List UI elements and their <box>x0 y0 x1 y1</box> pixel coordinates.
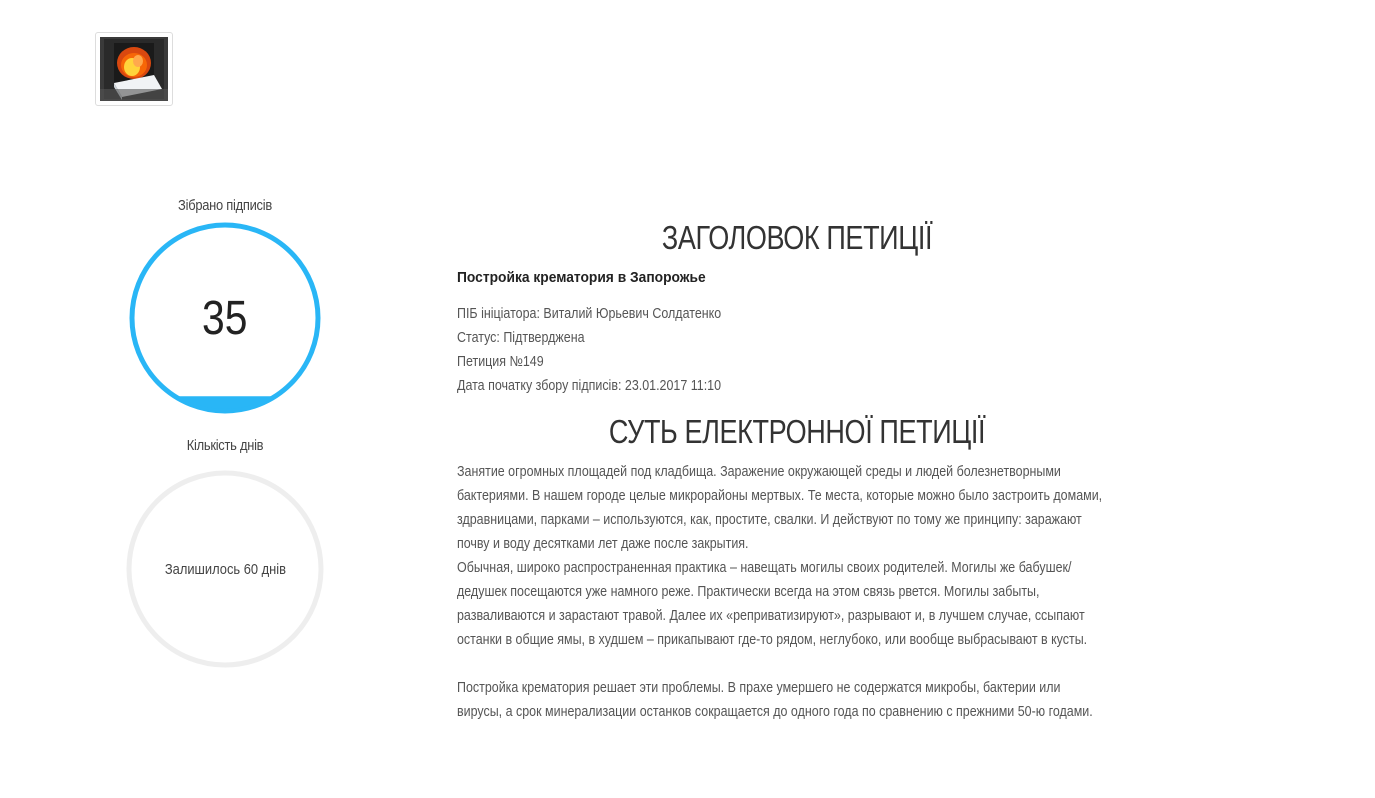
essence-line: останки в общие ямы, в худшем – прикапывают где-то рядом, неглубоко, или вообще выбрасывают в кусты. <box>457 632 1088 648</box>
essence-line: здравницами, парками – используются, как, простите, свалки. И действуют по тому же принципу: заражают <box>457 512 1082 528</box>
signatures-progress-circle <box>125 218 325 418</box>
cremation-furnace-image <box>100 37 168 101</box>
status-info: Статус: Підтверджена <box>457 330 585 346</box>
petition-meta <box>457 302 1137 398</box>
essence-line: разваливаются и зарастают травой. Далее их «реприватизируют», разрывают и, в лучшем случае, ссыпают <box>457 608 1085 624</box>
essence-line: почву и воду десятками лет даже после закрытия. <box>457 536 749 552</box>
days-left-text: Залишилось 60 днів <box>164 560 286 578</box>
petition-number: Петиция №149 <box>457 354 544 370</box>
petition-essence-text <box>457 460 1136 724</box>
essence-line: дедушек посещаются уже намного реже. Практически всегда на этом связь рвется. Могилы забыты, <box>457 584 1040 600</box>
days-progress-circle <box>125 469 325 669</box>
signatures-label: Зібрано підписів <box>178 197 272 214</box>
signatures-count: 35 <box>202 291 248 345</box>
start-date-info: Дата початку збору підписів: 23.01.2017 11:10 <box>457 378 722 394</box>
petition-name: Постройка крематория в Запорожье <box>457 269 706 286</box>
petition-title-heading: ЗАГОЛОВОК ПЕТИЦІЇ <box>661 219 933 256</box>
initiator-info: ПІБ ініціатора: Виталий Юрьевич Солдатенко <box>457 306 722 322</box>
petition-details <box>457 216 1137 724</box>
days-label: Кількість днів <box>186 437 264 454</box>
essence-line: Обычная, широко распространенная практика – навещать могилы своих родителей. Могилы же бабушек/ <box>457 560 1072 576</box>
petition-essence-heading: СУТЬ ЕЛЕКТРОННОЇ ПЕТИЦІЇ <box>608 413 986 450</box>
essence-line: вирусы, а срок минерализации останков сокращается до одного года по сравнению с прежними 50-ю годами. <box>457 704 1093 720</box>
essence-line: бактериями. В нашем городе целые микрорайоны мертвых. Те места, которые можно было застроить домами, <box>457 488 1103 504</box>
petition-image-thumbnail[interactable] <box>95 32 173 106</box>
essence-line: Занятие огромных площадей под кладбища. Заражение окружающей среды и людей болезнетворными <box>457 464 1061 480</box>
essence-line: Постройка крематория решает эти проблемы. В прахе умершего не содержатся микробы, бактерии или <box>457 680 1061 696</box>
